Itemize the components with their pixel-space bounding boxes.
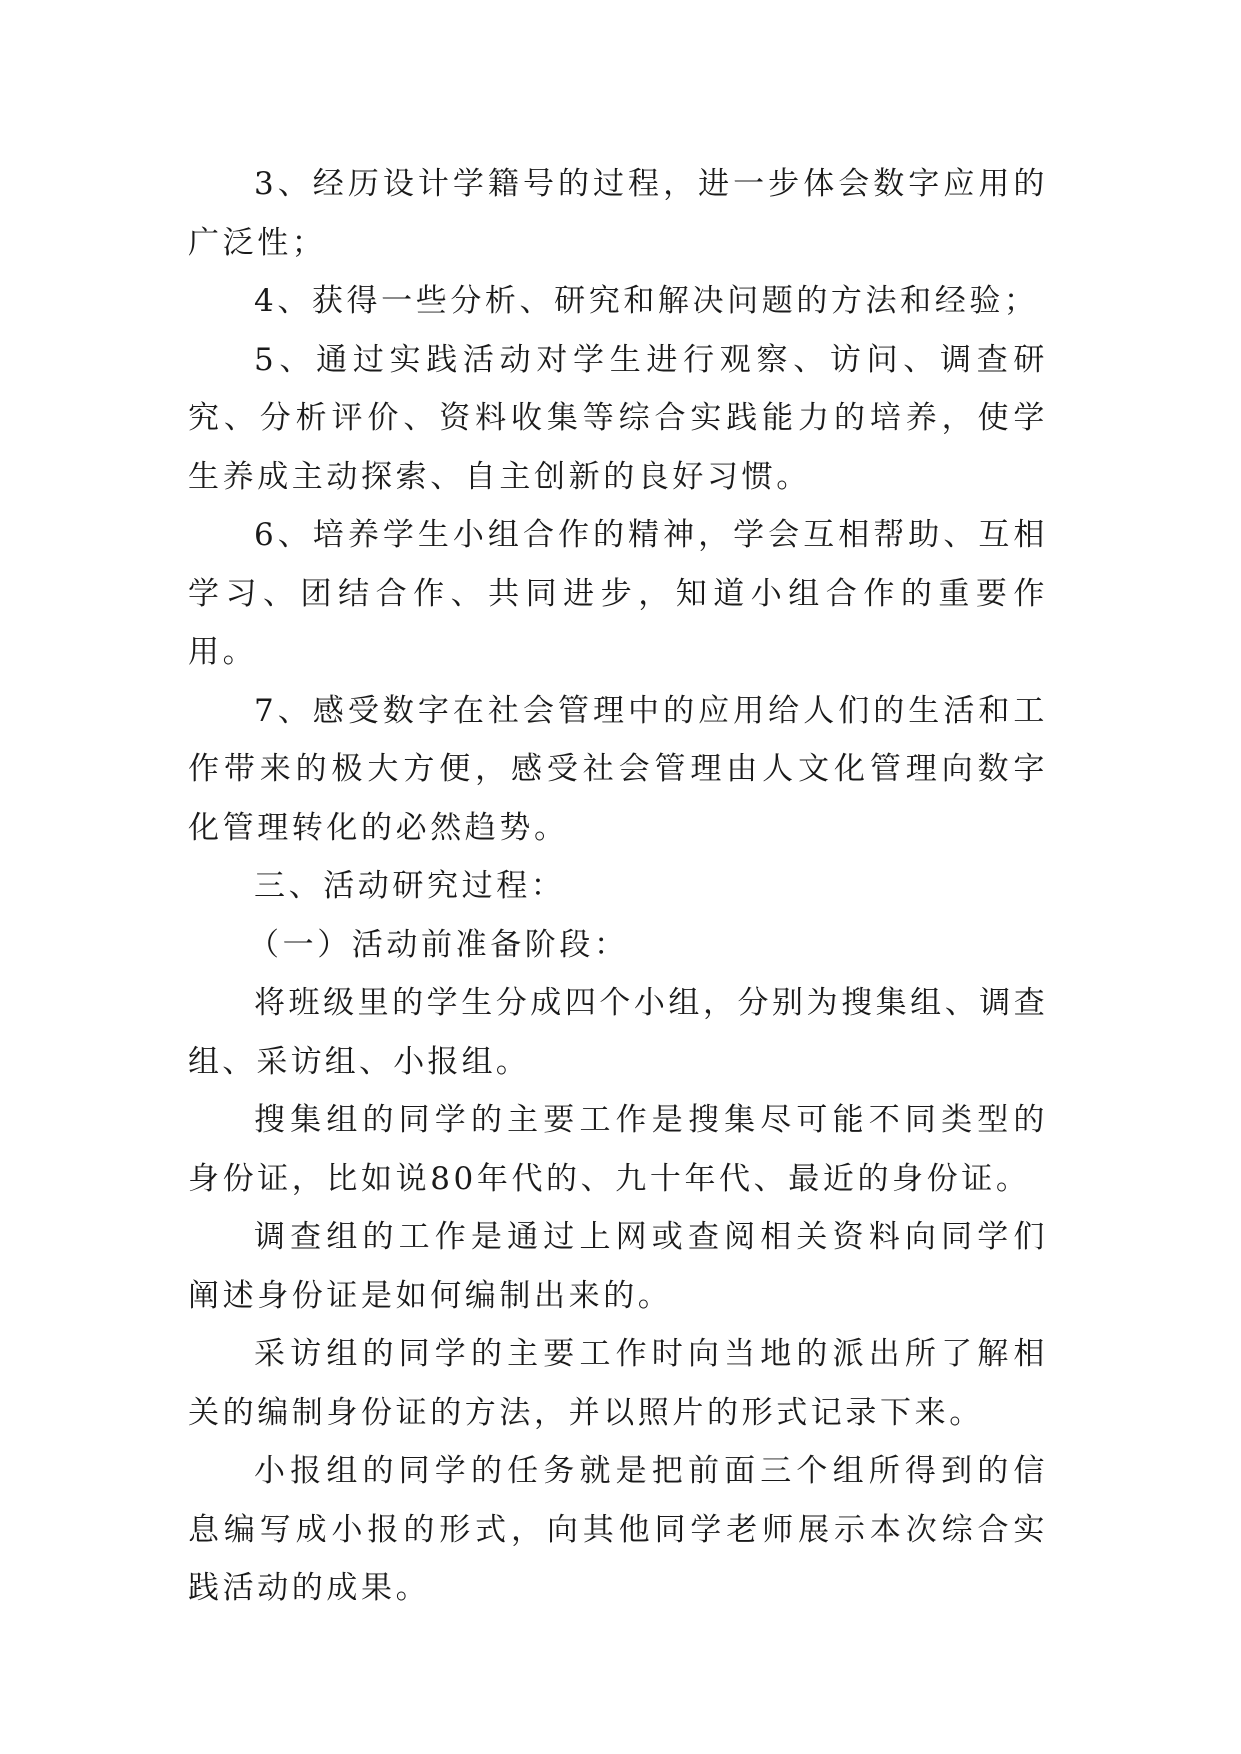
paragraph-goal-6: 6、培养学生小组合作的精神，学会互相帮助、互相学习、团结合作、共同进步，知道小组合作的重要作用。 bbox=[188, 517, 1048, 670]
paragraph-survey-group: 调查组的工作是通过上网或查阅相关资料向同学们阐述身份证是如何编制出来的。 bbox=[188, 1219, 1048, 1314]
paragraph-groups: 将班级里的学生分成四个小组，分别为搜集组、调查组、采访组、小报组。 bbox=[188, 985, 1048, 1080]
paragraph-goal-4: 4、获得一些分析、研究和解决问题的方法和经验； bbox=[254, 283, 1039, 319]
subsection-heading-preparation: （一）活动前准备阶段： bbox=[248, 926, 629, 963]
paragraph-collect-group: 搜集组的同学的主要工作是搜集尽可能不同类型的身份证，比如说80年代的、九十年代、最近的身份证。 bbox=[188, 1102, 1048, 1197]
paragraph-goal-3: 3、经历设计学籍号的过程，进一步体会数字应用的广泛性； bbox=[188, 166, 1048, 261]
paragraph-newspaper-group: 小报组的同学的任务就是把前面三个组所得到的信息编写成小报的形式，向其他同学老师展示本次综合实践活动的成果。 bbox=[188, 1453, 1048, 1606]
paragraph-interview-group: 采访组的同学的主要工作时向当地的派出所了解相关的编制身份证的方法，并以照片的形式记录下来。 bbox=[188, 1336, 1048, 1431]
paragraph-goal-7: 7、感受数字在社会管理中的应用给人们的生活和工作带来的极大方便，感受社会管理由人文化管理向数字化管理转化的必然趋势。 bbox=[188, 692, 1048, 846]
section-heading-process: 三、活动研究过程： bbox=[254, 868, 566, 904]
paragraph-goal-5: 5、通过实践活动对学生进行观察、访问、调查研究、分析评价、资料收集等综合实践能力的培养，使学生养成主动探索、自主创新的良好习惯。 bbox=[188, 341, 1048, 495]
document-page bbox=[188, 155, 1048, 1618]
